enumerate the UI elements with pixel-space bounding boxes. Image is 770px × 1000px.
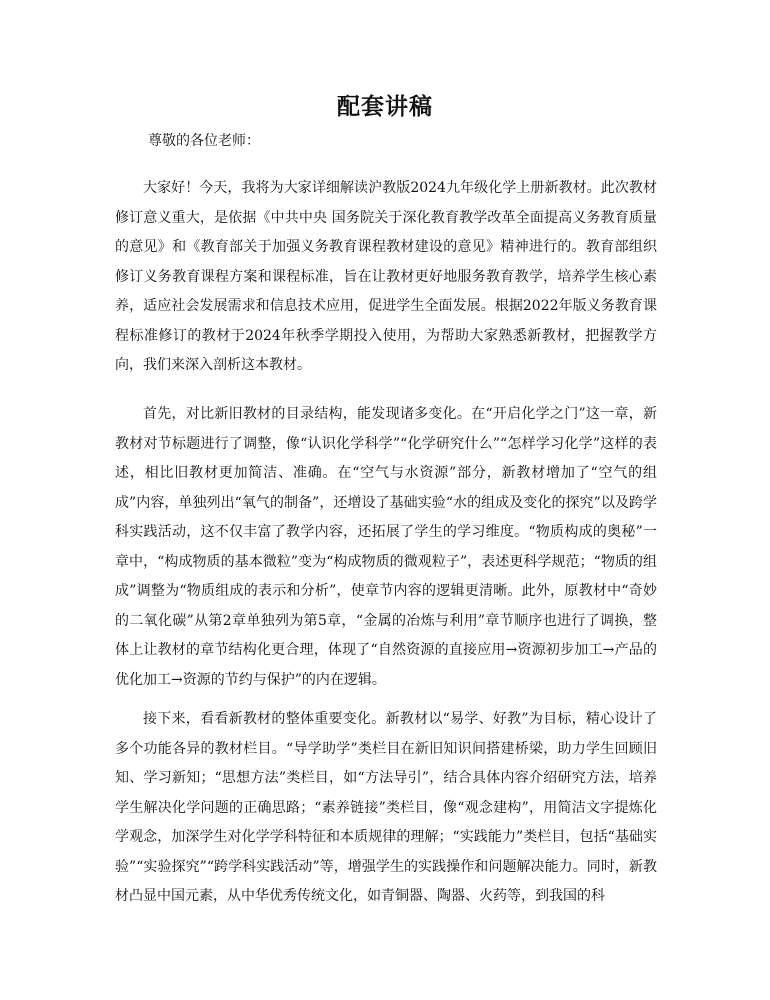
document-title: 配套讲稿	[337, 93, 433, 120]
paragraph-overall-changes: 接下来，看看新教材的整体重要变化。新教材以“易学、好教”为目标，精心设计了多个功能各异的教材栏目。“导学助学”类栏目在新旧知识间搭建桥梁，助力学生回顾旧知、学习新知；“思想方法”类栏目，如“方法导引”，结合具体内容介绍研究方法，培养学生解决化学问题的正确思路；“素养链接”类栏目，像“观念建构”，用简洁文字提炼化学观念，加深学生对化学学科特征和本质规律的理解；“实践能力”类栏目，包括“基础实验”“实验探究”“跨学科实践活动”等，增强学生的实践操作和问题解决能力。同时，新教材凸显中国元素，从中华优秀传统文化，如青铜器、陶器、火药等，到我国的科	[115, 711, 657, 904]
greeting-line: 尊敬的各位老师：	[148, 133, 260, 149]
paragraph-intro: 大家好！今天，我将为大家详细解读沪教版2024九年级化学上册新教材。此次教材修订意义重大，是依据《中共中央 国务院关于深化教育教学改革全面提高义务教育质量的意见》和《教育部关于加强义务教育课程教材建设的意见》精神进行的。教育部组织修订义务教育课程方案和课程标准，旨在让教材更好地服务教育教学，培养学生核心素养，适应社会发展需求和信息技术应用，促进学生全面发展。根据2022年版义务教育课程标准修订的教材于2024年秋季学期投入使用，为帮助大家熟悉新教材，把握教学方向，我们来深入剖析这本教材。	[115, 180, 657, 373]
paragraph-contents-comparison: 首先，对比新旧教材的目录结构，能发现诸多变化。在“开启化学之门”这一章，新教材对节标题进行了调整，像“认识化学科学”“化学研究什么”“怎样学习化学”这样的表述，相比旧教材更加简洁、准确。在“空气与水资源”部分，新教材增加了“空气的组成”内容，单独列出“氧气的制备”，还增设了基础实验“水的组成及变化的探究”以及跨学科实践活动，这不仅丰富了教学内容，还拓展了学生的学习维度。“物质构成的奥秘”一章中，“构成物质的基本微粒”变为“构成物质的微观粒子”，表述更科学规范；“物质的组成”调整为“物质组成的表示和分析”，使章节内容的逻辑更清晰。此外，原教材中“奇妙的二氧化碳”从第2章单独列为第5章，“金属的冶炼与利用”章节顺序也进行了调换，整体上让教材的章节结构化更合理，体现了“自然资源的直接应用→资源初步加工→产品的优化加工→资源的节约与保护”的内在逻辑。	[115, 406, 657, 688]
